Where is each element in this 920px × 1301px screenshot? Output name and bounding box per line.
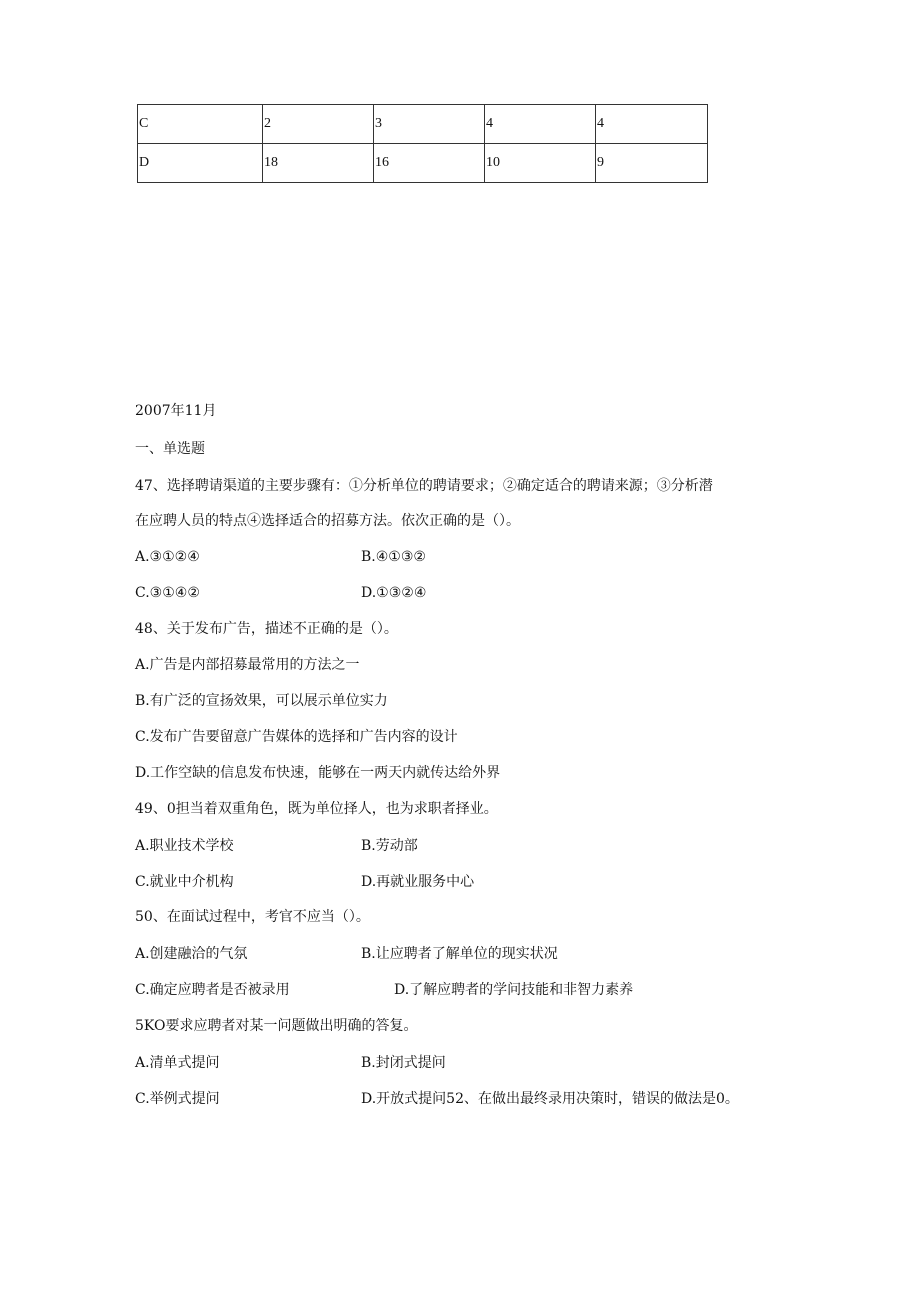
table-cell: C: [138, 105, 263, 144]
q51-stem: 5KO要求应聘者对某一问题做出明确的答复。: [135, 1018, 418, 1034]
table-cell: 4: [596, 105, 708, 144]
q48-option-d: D.工作空缺的信息发布快速，能够在一两天内就传达给外界: [135, 765, 501, 781]
q49-option-c: C.就业中介机构: [135, 874, 234, 890]
q47-option-a: A.③①②④: [135, 549, 200, 565]
q49-option-a: A.职业技术学校: [135, 838, 234, 854]
q48-option-a: A.广告是内部招募最常用的方法之一: [135, 657, 360, 673]
data-table: [137, 104, 708, 183]
q48-stem: 48、关于发布广告，描述不正确的是（）。: [135, 621, 398, 637]
table-cell: 2: [263, 105, 374, 144]
q51-option-c: C.举例式提问: [135, 1091, 220, 1107]
table-cell: D: [138, 144, 263, 183]
section-heading: 一、单选题: [135, 441, 205, 457]
table-cell: 9: [596, 144, 708, 183]
q47-option-c: C.③①④②: [135, 585, 200, 601]
q50-option-d: D.了解应聘者的学问技能和非智力素养: [394, 982, 634, 998]
q47-stem-line1: 47、选择聘请渠道的主要步骤有：①分析单位的聘请要求；②确定适合的聘请来源；③分析潜: [135, 478, 713, 494]
table-cell: 16: [374, 144, 485, 183]
table-row: [138, 105, 708, 144]
q49-option-d: D.再就业服务中心: [361, 874, 475, 890]
table-cell: 3: [374, 105, 485, 144]
table-row: [138, 144, 708, 183]
q51-option-d: D.开放式提问52、在做出最终录用决策时，错误的做法是0。: [361, 1091, 739, 1107]
q50-option-b: B.让应聘者了解单位的现实状况: [361, 946, 558, 962]
q48-option-c: C.发布广告要留意广告媒体的选择和广告内容的设计: [135, 729, 458, 745]
section-date: 2007年11月: [135, 403, 217, 419]
q49-stem: 49、0担当着双重角色，既为单位择人，也为求职者择业。: [135, 801, 498, 817]
table-cell: 18: [263, 144, 374, 183]
table-cell: 10: [485, 144, 596, 183]
q49-option-b: B.劳动部: [361, 838, 418, 854]
q51-option-a: A.清单式提问: [135, 1055, 220, 1071]
q50-option-a: A.创建融洽的气氛: [135, 946, 248, 962]
q50-stem: 50、在面试过程中，考官不应当（）。: [135, 909, 370, 925]
q47-stem-line2: 在应聘人员的特点④选择适合的招募方法。依次正确的是（）。: [135, 513, 520, 529]
q47-option-d: D.①③②④: [361, 585, 427, 601]
q50-option-c: C.确定应聘者是否被录用: [135, 982, 290, 998]
table-cell: 4: [485, 105, 596, 144]
q51-option-b: B.封闭式提问: [361, 1055, 446, 1071]
q48-option-b: B.有广泛的宣扬效果，可以展示单位实力: [135, 693, 388, 709]
q47-option-b: B.④①③②: [361, 549, 426, 565]
